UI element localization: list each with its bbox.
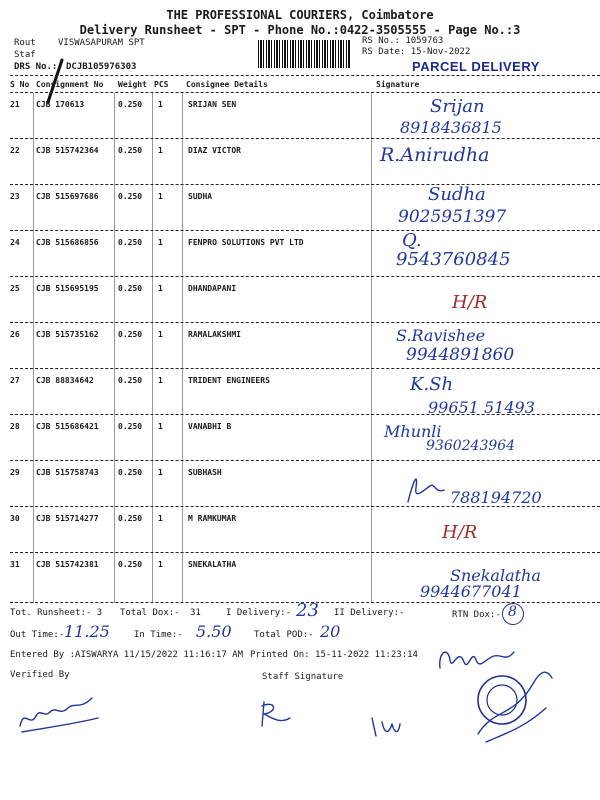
i-delivery-label: I Delivery:- [226,608,292,618]
row-consignee: VANABHI B [188,422,232,431]
row-weight: 0.250 [118,146,143,155]
header-rule-top [10,75,600,76]
row-consignee: SUBHASH [188,468,222,477]
row-pcs: 1 [158,560,163,569]
row-pcs: 1 [158,468,163,477]
row-pcs: 1 [158,376,163,385]
row-consignment: CJB 515735162 [36,330,99,339]
col-consignment: Consignment No [36,80,104,89]
rtn-dox-value: 8 [508,604,517,620]
row-consignment: CJB 515695195 [36,284,99,293]
row-consignment: CJB 515686856 [36,238,99,247]
col-divider [114,93,115,603]
drs-value: DCJB105976303 [66,62,137,72]
row-pcs: 1 [158,284,163,293]
runsheet-title: Delivery Runsheet - SPT - Phone No.:0422-3505555 - Page No.:3 [79,23,521,37]
row-pcs: 1 [158,192,163,201]
col-divider [182,93,183,603]
in-time-value: 5.50 [196,622,232,641]
row-sno: 21 [10,100,20,109]
row-consignee: FENPRO SOLUTIONS PVT LTD [188,238,304,247]
total-pod-value: 20 [320,622,341,641]
row-consignment: CJB 515758743 [36,468,99,477]
total-runsheet: Tot. Runsheet:- 3 [10,608,103,618]
route-label: Rout [14,38,36,48]
signature-phone: 9944891860 [406,345,515,365]
signature-phone: 99651 51493 [428,398,535,417]
col-divider [33,93,34,603]
signature-phone: 8918436815 [400,118,502,137]
row-pcs: 1 [158,330,163,339]
col-signature: Signature [376,80,420,89]
signature: Mhunli [384,422,442,441]
signature: R.Anirudha [380,144,490,166]
row-weight: 0.250 [118,238,143,247]
row-rule [10,230,600,231]
row-sno: 24 [10,238,20,247]
row-consignment: CJB 170613 [36,100,85,109]
signature: K.Sh [410,374,454,395]
signature: S.Ravishee [396,326,486,345]
row-sno: 30 [10,514,20,523]
row-consignment: CJB 515697686 [36,192,99,201]
col-divider [152,93,153,603]
row-consignee: DHANDAPANI [188,284,237,293]
row-sno: 28 [10,422,20,431]
row-weight: 0.250 [118,284,143,293]
row-weight: 0.250 [118,376,143,385]
row-weight: 0.250 [118,560,143,569]
handed-return-mark: H/R [442,522,478,543]
row-weight: 0.250 [118,514,143,523]
drs-label: DRS No.: [14,62,58,72]
entered-by: Entered By :AISWARYA 11/15/2022 11:16:17 AM [10,650,243,660]
row-consignee: M RAMKUMAR [188,514,237,523]
barcode [258,40,350,68]
signature: Srijan [430,96,485,117]
staff-signature [256,696,296,732]
company-title: THE PROFESSIONAL COURIERS, Coimbatore [166,8,434,22]
rs-number: RS No.: 1059763 [362,36,444,46]
signature: Snekalatha [450,566,541,585]
row-weight: 0.250 [118,100,143,109]
col-consignee: Consignee Details [186,80,268,89]
row-pcs: 1 [158,422,163,431]
verified-by-label: Verified By [10,670,70,680]
row-weight: 0.250 [118,468,143,477]
row-consignee: TRIDENT ENGINEERS [188,376,270,385]
row-rule [10,276,600,277]
signature-phone: 788194720 [450,488,542,507]
row-consignee: SNEKALATHA [188,560,237,569]
signature: Q. [402,230,422,251]
in-time-label: In Time:- [134,630,183,640]
row-rule [10,184,600,185]
ii-delivery-label: II Delivery:- [334,608,405,618]
staff-initials [368,712,404,742]
row-rule [10,322,600,323]
parcel-delivery-stamp: PARCEL DELIVERY [412,59,540,74]
row-pcs: 1 [158,238,163,247]
row-sno: 29 [10,468,20,477]
rtn-dox-label: RTN Dox:- [452,610,501,620]
row-consignment: CJB 515714277 [36,514,99,523]
row-sno: 22 [10,146,20,155]
signature-phone: 9543760845 [396,249,511,270]
row-sno: 23 [10,192,20,201]
row-pcs: 1 [158,100,163,109]
row-weight: 0.250 [118,192,143,201]
total-dox-label: Total Dox:- [120,608,180,618]
row-consignment: CJB 515742381 [36,560,99,569]
signature-phone: 9025951397 [398,207,507,227]
out-time-value: 11.25 [64,622,110,641]
row-pcs: 1 [158,146,163,155]
signature-phone: 9360243964 [426,438,516,454]
row-pcs: 1 [158,514,163,523]
i-delivery-value: 23 [296,600,319,621]
row-sno: 27 [10,376,20,385]
row-consignee: SUDHA [188,192,213,201]
row-weight: 0.250 [118,422,143,431]
row-rule [10,138,600,139]
route-value: VISWASAPURAM SPT [58,38,145,48]
signature: Sudha [428,184,486,205]
col-weight: Weight [118,80,147,89]
col-pcs: PCS [154,80,169,89]
col-sno: S No [10,80,30,89]
verifier-signature [14,688,104,738]
row-consignee: SRIJAN SEN [188,100,237,109]
row-rule [10,368,600,369]
signature-scribble [400,468,450,508]
row-consignment: CJB 88834642 [36,376,94,385]
printed-on: Printed On: 15-11-2022 11:23:14 [250,650,418,660]
row-consignment: CJB 515742364 [36,146,99,155]
row-sno: 26 [10,330,20,339]
row-consignment: CJB 515686421 [36,422,99,431]
staff-signature-label: Staff Signature [262,672,344,682]
out-time-label: Out Time:- [10,630,65,640]
signature-phone: 9944677041 [420,582,522,601]
row-sno: 25 [10,284,20,293]
staff-label: Staf [14,50,36,60]
header-rule-bottom [10,92,600,93]
row-consignee: RAMALAKSHMI [188,330,241,339]
row-rule [10,552,600,553]
handed-return-mark: H/R [452,292,488,313]
manager-signature-seal [434,638,564,748]
row-sno: 31 [10,560,20,569]
row-consignee: DIAZ VICTOR [188,146,241,155]
total-dox-value: 31 [190,608,201,618]
rs-date: RS Date: 15-Nov-2022 [362,47,471,57]
row-weight: 0.250 [118,330,143,339]
total-pod-label: Total POD:- [254,630,314,640]
row-rule [10,460,600,461]
col-divider [371,93,372,603]
